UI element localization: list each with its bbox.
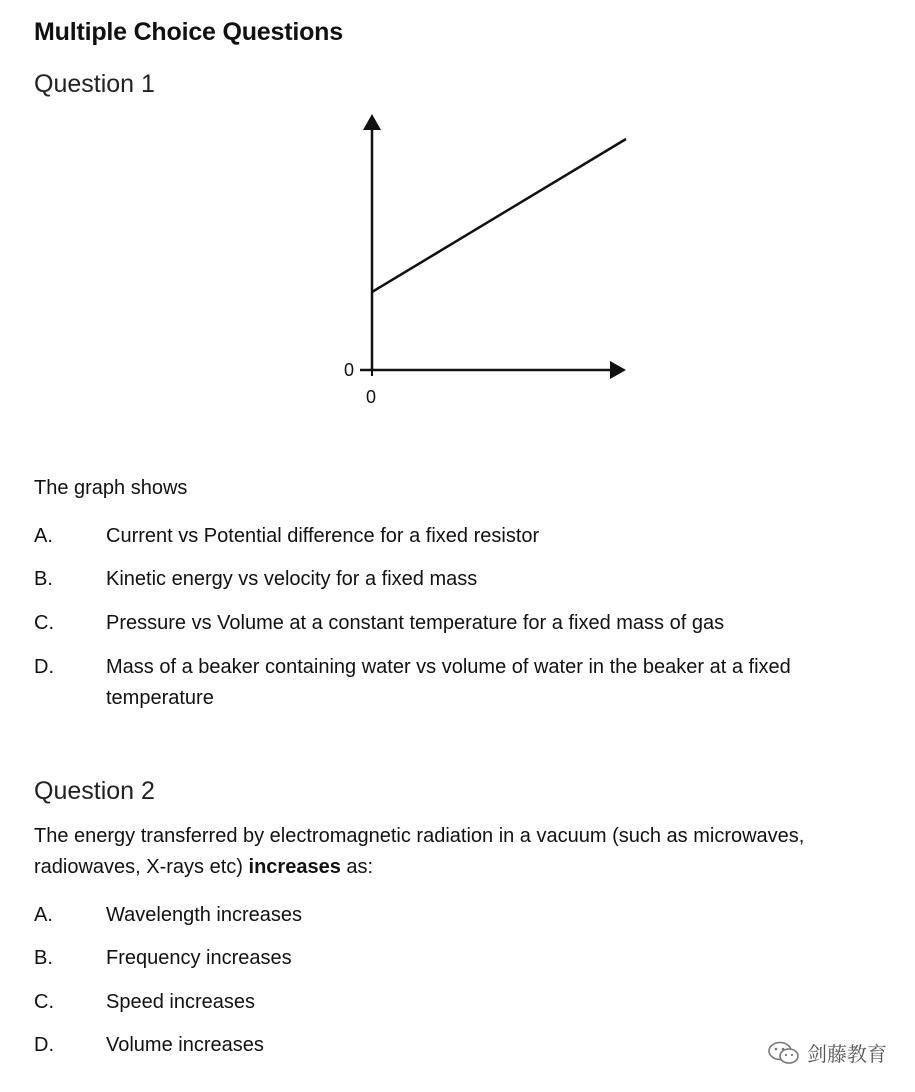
- q2-option-a-text[interactable]: Wavelength increases: [106, 904, 303, 926]
- graph-line: [372, 139, 626, 292]
- q1-option-a-text[interactable]: Current vs Potential difference for a fixed resistor: [106, 525, 540, 547]
- question-1-graph: [330, 108, 640, 408]
- q2-stem-bold: increases: [248, 856, 341, 878]
- y-origin-label: 0: [344, 360, 355, 380]
- question-2-stem: [34, 821, 884, 883]
- y-axis-arrowhead: [363, 114, 381, 130]
- question-1-heading: Question 1: [34, 70, 155, 98]
- q2-option-b-letter: B.: [34, 947, 53, 969]
- q1-option-b-letter: B.: [34, 568, 53, 590]
- q2-option-c-letter: C.: [34, 991, 54, 1013]
- question-2-heading: Question 2: [34, 777, 155, 805]
- x-axis-arrowhead: [610, 361, 626, 379]
- q1-option-c-letter: C.: [34, 612, 54, 634]
- q2-option-a-letter: A.: [34, 904, 53, 926]
- watermark: [767, 1038, 887, 1067]
- question-1-stem: The graph shows: [34, 477, 188, 499]
- q1-option-c-text[interactable]: Pressure vs Volume at a constant temperature for a fixed mass of gas: [106, 612, 725, 634]
- q1-option-d-text[interactable]: Mass of a beaker containing water vs volume of water in the beaker at a fixed temperature: [106, 656, 791, 709]
- watermark-text: 剑藤教育: [807, 1044, 887, 1066]
- q2-stem-after: as:: [340, 856, 374, 878]
- q2-option-d-text[interactable]: Volume increases: [106, 1034, 264, 1056]
- q2-option-b-text[interactable]: Frequency increases: [106, 947, 292, 969]
- section-title: Multiple Choice Questions: [34, 18, 343, 46]
- q1-option-d-letter: D.: [34, 656, 54, 678]
- q2-stem-before: The energy transferred by electromagnetic radiation in a vacuum (such as microwaves, radiowaves, X-rays etc): [34, 825, 805, 878]
- q2-option-c-text[interactable]: Speed increases: [106, 991, 255, 1013]
- q2-option-d-letter: D.: [34, 1034, 54, 1056]
- q1-option-a-letter: A.: [34, 525, 53, 547]
- wechat-icon: [767, 1041, 801, 1065]
- x-origin-label: 0: [366, 387, 377, 407]
- q1-option-b-text[interactable]: Kinetic energy vs velocity for a fixed mass: [106, 568, 478, 590]
